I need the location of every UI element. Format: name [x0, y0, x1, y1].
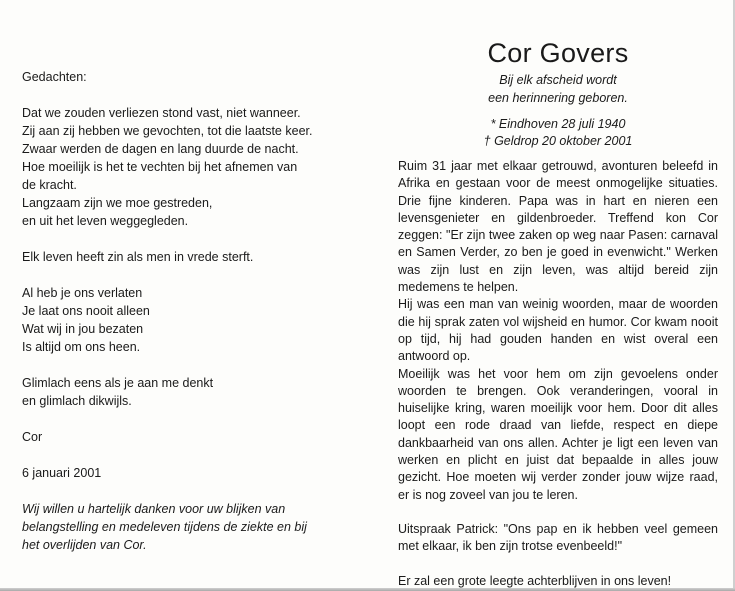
poem-stanza-2 — [22, 248, 352, 266]
biography-paragraph: Moeilijk was het voor hem om zijn gevoelens onder woorden te brengen. Ook veranderingen, vooral in huiselijke kring, waren moeilijk voor hem. Door dit alles loopt een rode draad van liefde, respect en diepe dankbaarheid van ons allen. Achter je ligt een leven van werken en plicht en juist dat bepaalde in alles jouw gezicht. Hoe moeten wij verder zonder jouw wijze raad, er is nog zoveel van jou te leren. — [398, 366, 718, 502]
poem-line: Hoe moeilijk is het te vechten bij het afnemen van — [22, 160, 298, 174]
poem-line: Zwaar werden de dagen en lang duurde de nacht. — [22, 142, 299, 156]
poem-line: Elk leven heeft zin als men in vrede sterft. — [22, 250, 254, 264]
poem-line: Zij aan zij hebben we gevochten, tot die laatste keer. — [22, 124, 313, 138]
poem-line: Langzaam zijn we moe gestreden, — [22, 196, 213, 210]
poem-line: Je laat ons nooit alleen — [22, 304, 150, 318]
poem-date: 6 januari 2001 — [22, 466, 102, 480]
poem-line: Is altijd om ons heen. — [22, 340, 141, 354]
motto-line: een herinnering geboren. — [488, 91, 628, 105]
poem-stanza-4 — [22, 374, 352, 410]
biography-text — [398, 158, 718, 590]
poem-line: Dat we zouden verliezen stond vast, niet wanneer. — [22, 106, 301, 120]
thanks-line: Wij willen u hartelijk danken voor uw blijken van — [22, 502, 286, 516]
poem-signature: Cor — [22, 430, 43, 444]
poem-line: Glimlach eens als je aan me denkt — [22, 376, 214, 390]
biography-paragraph: Hij was een man van weinig woorden, maar de woorden die hij sprak zaten vol wijsheid en humor. Cor kwam nooit op tijd, hij had gouden handen en wist overal een antwoord op. — [398, 297, 718, 364]
deceased-name: Cor Govers — [487, 38, 629, 68]
biography-paragraph: Ruim 31 jaar met elkaar getrouwd, avonturen beleefd in Afrika en gestaan voor de meest onmogelijke situaties. Drie fijne kinderen. Papa was in hart en nieren een levensgenieter en gildenbroeder. Treffend kon Cor zeggen: "Er zijn twee zaken op weg naar Pasen: carnaval en Samen Verder, zo ben je goed in evenwicht." Werken was zijn lust en zijn leven, was altijd bereid zijn medemens te helpen. — [398, 159, 718, 295]
life-dates — [398, 116, 718, 150]
poem-line: Al heb je ons verlaten — [22, 286, 143, 300]
biography-panel — [398, 36, 718, 590]
motto — [398, 71, 718, 107]
poem-heading: Gedachten: — [22, 70, 87, 84]
closing-line: Er zal een grote leegte achterblijven in ons leven! — [398, 573, 672, 588]
poem-line: en glimlach dikwijls. — [22, 394, 132, 408]
thanks-note — [22, 500, 352, 554]
thanks-line: belangstelling en medeleven tijdens de ziekte en bij — [22, 520, 307, 534]
poem-line: Wat wij in jou bezaten — [22, 322, 144, 336]
patrick-quote: Uitspraak Patrick: "Ons pap en ik hebben veel gemeen met elkaar, ik ben zijn trotse evenbeeld!" — [398, 521, 718, 554]
poem-stanza-3 — [22, 284, 352, 356]
poem-block — [22, 68, 352, 482]
poem-stanza-1 — [22, 104, 352, 230]
birth-date: * Eindhoven 28 juli 1940 — [490, 117, 626, 131]
poem-line: de kracht. — [22, 178, 77, 192]
thanks-line: het overlijden van Cor. — [22, 538, 147, 552]
poem-line: en uit het leven weggegleden. — [22, 214, 189, 228]
death-date: † Geldrop 20 oktober 2001 — [483, 134, 633, 148]
motto-line: Bij elk afscheid wordt — [499, 73, 617, 87]
